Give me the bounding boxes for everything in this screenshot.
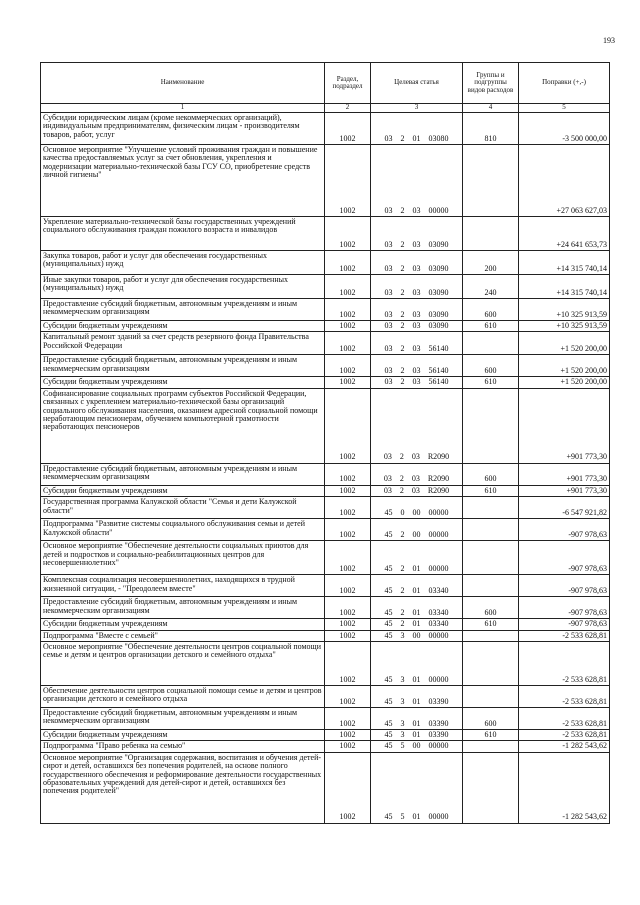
target-part: 45: [384, 607, 393, 617]
target-part: 03340: [428, 619, 449, 629]
table-row: [41, 685, 610, 707]
row-section: 1002: [325, 729, 371, 740]
row-name: Субсидии бюджетным учреждениям: [41, 619, 325, 630]
row-section: 1002: [325, 355, 371, 377]
row-section: 1002: [325, 741, 371, 752]
table-row: [41, 641, 610, 685]
target-part: 03: [384, 344, 393, 353]
target-part: 45: [384, 674, 393, 684]
row-name: Предоставление субсидий бюджетным, автономным учреждениям и иным некоммерческим организациям: [41, 355, 325, 377]
row-target: [371, 388, 463, 463]
target-part: 2: [400, 619, 405, 629]
row-name: Предоставление субсидий бюджетным, автономным учреждениям и иным некоммерческим организациям: [41, 463, 325, 485]
row-amount: -2 533 628,81: [519, 630, 610, 641]
row-section: 1002: [325, 332, 371, 355]
row-target: [371, 752, 463, 823]
target-part: 00000: [428, 205, 449, 215]
target-part: R2090: [427, 474, 450, 484]
target-part: 00: [412, 741, 421, 751]
row-section: 1002: [325, 597, 371, 619]
target-part: 45: [384, 718, 393, 728]
target-part: 03: [384, 366, 393, 375]
table-row: [41, 541, 610, 575]
row-section: 1002: [325, 575, 371, 597]
target-part: 2: [399, 485, 404, 495]
target-part: 03: [384, 263, 393, 273]
row-target: [371, 741, 463, 752]
row-target: [371, 485, 463, 496]
col-number: 5: [519, 104, 610, 113]
row-name: Основное мероприятие "Улучшение условий проживания граждан и повышение качества предоставляемых услуг за счет обновления, укрепления и модернизации материально-технической базы ГСУ СО, приобретение средств личной гигиены": [41, 145, 325, 217]
target-part: 2: [400, 239, 405, 249]
target-part: 01: [412, 718, 421, 728]
target-part: 03390: [428, 718, 449, 728]
row-target: [371, 217, 463, 251]
target-part: 03: [412, 321, 421, 330]
page-number: 193: [603, 36, 615, 45]
target-part: 2: [400, 321, 405, 330]
row-target: [371, 619, 463, 630]
target-part: 03: [384, 377, 393, 387]
row-name: Капитальный ремонт зданий за счет средств резервного фонда Правительства Российской Федерации: [41, 332, 325, 355]
row-section: 1002: [325, 299, 371, 321]
target-part: 03: [384, 309, 393, 319]
row-target: [371, 251, 463, 275]
row-amount: -907 978,63: [519, 519, 610, 541]
target-part: 5: [400, 741, 405, 751]
row-target: [371, 630, 463, 641]
target-part: 03: [384, 239, 393, 249]
target-part: 03090: [428, 321, 449, 330]
target-part: 56140: [428, 377, 449, 387]
row-name: Основное мероприятие "Организация содержания, воспитания и обучения детей-сирот и детей, оставшихся без попечения родителей, на основе полного государственного обеспечения и реформирование деятельности государственных образовательных учреждений для детей-сирот и детей, оставшихся без попечения родителей": [41, 752, 325, 823]
col-number: 1: [41, 104, 325, 113]
row-name: Основное мероприятие "Обеспечение деятельности социальных приютов для детей и подростков и социально-реабилитационных центров для несовершеннолетних": [41, 541, 325, 575]
row-name: Укрепление материально-технической базы государственных учреждений социального обслуживания граждан пожилого возраста и инвалидов: [41, 217, 325, 251]
row-amount: +901 773,30: [519, 485, 610, 496]
target-part: 03: [383, 485, 392, 495]
row-group: 200: [463, 251, 519, 275]
row-target: [371, 463, 463, 485]
target-part: 2: [399, 452, 404, 462]
target-part: 00: [412, 630, 421, 640]
target-part: 03090: [428, 263, 449, 273]
row-target: [371, 541, 463, 575]
target-part: 45: [384, 529, 393, 539]
row-group: 600: [463, 597, 519, 619]
row-target: [371, 299, 463, 321]
row-group: 600: [463, 299, 519, 321]
target-part: 03: [384, 133, 393, 143]
target-part: 01: [412, 674, 421, 684]
target-part: 2: [400, 205, 405, 215]
target-part: 2: [400, 563, 405, 573]
target-part: 03: [412, 377, 421, 387]
row-group: 610: [463, 619, 519, 630]
target-part: 01: [412, 585, 421, 595]
target-part: 03080: [428, 133, 449, 143]
row-amount: -2 533 628,81: [519, 641, 610, 685]
table-row: [41, 145, 610, 217]
target-part: 03: [383, 452, 392, 462]
target-part: 3: [400, 718, 405, 728]
target-part: 45: [384, 563, 393, 573]
row-group: [463, 630, 519, 641]
row-group: 610: [463, 729, 519, 740]
row-group: [463, 332, 519, 355]
row-amount: +14 315 740,14: [519, 275, 610, 299]
table-row: [41, 463, 610, 485]
table-header-row: [41, 63, 610, 104]
target-part: 45: [384, 741, 393, 751]
target-part: 01: [412, 563, 421, 573]
row-section: 1002: [325, 707, 371, 729]
row-amount: -6 547 921,82: [519, 497, 610, 519]
target-part: 01: [412, 812, 421, 822]
row-section: 1002: [325, 113, 371, 145]
row-section: 1002: [325, 630, 371, 641]
table-row: [41, 707, 610, 729]
table-row: [41, 752, 610, 823]
target-part: 2: [400, 585, 405, 595]
row-name: Закупка товаров, работ и услуг для обеспечения государственных (муниципальных) нужд: [41, 251, 325, 275]
target-part: 2: [399, 474, 404, 484]
target-part: 03390: [428, 696, 449, 706]
row-target: [371, 113, 463, 145]
row-name: Субсидии бюджетным учреждениям: [41, 729, 325, 740]
target-part: 00000: [428, 507, 449, 517]
row-target: [371, 497, 463, 519]
row-group: [463, 641, 519, 685]
row-amount: -3 500 000,00: [519, 113, 610, 145]
row-section: 1002: [325, 685, 371, 707]
row-section: 1002: [325, 145, 371, 217]
row-amount: +14 315 740,14: [519, 251, 610, 275]
row-target: [371, 145, 463, 217]
row-section: 1002: [325, 541, 371, 575]
row-group: [463, 145, 519, 217]
row-section: 1002: [325, 275, 371, 299]
target-part: 2: [400, 529, 405, 539]
row-section: 1002: [325, 497, 371, 519]
target-part: 03390: [428, 729, 449, 739]
table-row: [41, 497, 610, 519]
target-part: 2: [400, 344, 405, 353]
row-amount: -2 533 628,81: [519, 707, 610, 729]
budget-amendments-table: [40, 62, 610, 824]
table-row: [41, 332, 610, 355]
col-header-section: Раздел, подраздел: [325, 63, 371, 104]
row-section: 1002: [325, 388, 371, 463]
target-part: 01: [412, 133, 421, 143]
row-section: 1002: [325, 519, 371, 541]
row-amount: +1 520 200,00: [519, 355, 610, 377]
row-amount: -907 978,63: [519, 541, 610, 575]
row-name: Подпрограмма "Право ребенка на семью": [41, 741, 325, 752]
target-part: 03: [411, 485, 420, 495]
table-row: [41, 355, 610, 377]
target-part: 00000: [428, 529, 449, 539]
target-part: 00000: [428, 741, 449, 751]
target-part: 03090: [428, 309, 449, 319]
row-group: [463, 497, 519, 519]
target-part: 01: [412, 607, 421, 617]
row-amount: -1 282 543,62: [519, 741, 610, 752]
row-section: 1002: [325, 752, 371, 823]
row-amount: +1 520 200,00: [519, 377, 610, 388]
target-part: 45: [384, 507, 393, 517]
target-part: 03: [384, 287, 393, 297]
row-group: [463, 741, 519, 752]
row-amount: -1 282 543,62: [519, 752, 610, 823]
row-amount: +901 773,30: [519, 388, 610, 463]
table-row: [41, 597, 610, 619]
row-name: Софинансирование социальных программ субъектов Российской Федерации, связанных с укреплением материально-технической базы организаций социального обслуживания населения, оказанием адресной социальной помощи неработающим пенсионерам, обучением компьютерной грамотности неработающих пенсионеров: [41, 388, 325, 463]
row-group: [463, 685, 519, 707]
row-group: [463, 388, 519, 463]
target-part: 0: [400, 507, 405, 517]
table-body: [41, 113, 610, 824]
row-amount: -2 533 628,81: [519, 729, 610, 740]
row-target: [371, 729, 463, 740]
row-name: Государственная программа Калужской области "Семья и дети Калужской области": [41, 497, 325, 519]
target-part: 03: [412, 344, 421, 353]
row-section: 1002: [325, 485, 371, 496]
target-part: 5: [400, 812, 405, 822]
target-part: 3: [400, 729, 405, 739]
row-amount: +1 520 200,00: [519, 332, 610, 355]
row-group: [463, 519, 519, 541]
table-row: [41, 251, 610, 275]
row-section: 1002: [325, 377, 371, 388]
row-target: [371, 519, 463, 541]
row-name: Комплексная социализация несовершеннолетних, находящихся в трудной жизненной ситуации, - "Преодолеем вместе": [41, 575, 325, 597]
row-section: 1002: [325, 463, 371, 485]
row-section: 1002: [325, 251, 371, 275]
row-name: Субсидии бюджетным учреждениям: [41, 485, 325, 496]
target-part: 00000: [428, 674, 449, 684]
table-row: [41, 519, 610, 541]
row-amount: +10 325 913,59: [519, 299, 610, 321]
target-part: 01: [412, 619, 421, 629]
table-row: [41, 741, 610, 752]
target-part: 45: [384, 619, 393, 629]
row-name: Субсидии бюджетным учреждениям: [41, 377, 325, 388]
target-part: R2090: [427, 485, 450, 495]
col-number: 2: [325, 104, 371, 113]
row-amount: -907 978,63: [519, 619, 610, 630]
row-target: [371, 332, 463, 355]
row-name: Субсидии юридическим лицам (кроме некоммерческих организаций), индивидуальным предпринимателям, физическим лицам - производителям товаров, работ, услуг: [41, 113, 325, 145]
target-part: 2: [400, 287, 405, 297]
target-part: 03: [412, 263, 421, 273]
target-part: 03: [412, 205, 421, 215]
target-part: 2: [400, 133, 405, 143]
row-group: [463, 217, 519, 251]
row-target: [371, 377, 463, 388]
row-target: [371, 275, 463, 299]
target-part: 03: [412, 366, 421, 375]
row-amount: +10 325 913,59: [519, 321, 610, 332]
target-part: 00000: [428, 563, 449, 573]
target-part: 03090: [428, 287, 449, 297]
table-row: [41, 630, 610, 641]
target-part: 03: [411, 474, 420, 484]
table-row: [41, 321, 610, 332]
row-name: Подпрограмма "Вместе с семьей": [41, 630, 325, 641]
row-name: Предоставление субсидий бюджетным, автономным учреждениям и иным некоммерческим организациям: [41, 597, 325, 619]
row-name: Предоставление субсидий бюджетным, автономным учреждениям и иным некоммерческим организациям: [41, 299, 325, 321]
table-row: [41, 575, 610, 597]
row-target: [371, 597, 463, 619]
row-amount: +27 063 627,03: [519, 145, 610, 217]
row-section: 1002: [325, 641, 371, 685]
row-section: 1002: [325, 321, 371, 332]
target-part: 03090: [428, 239, 449, 249]
target-part: 2: [400, 366, 405, 375]
table-row: [41, 275, 610, 299]
target-part: 03: [411, 452, 420, 462]
row-target: [371, 321, 463, 332]
column-number-row: [41, 104, 610, 113]
table-row: [41, 217, 610, 251]
target-part: 45: [384, 585, 393, 595]
target-part: 03: [384, 205, 393, 215]
row-name: Субсидии бюджетным учреждениям: [41, 321, 325, 332]
target-part: 03: [412, 287, 421, 297]
target-part: 56140: [428, 366, 449, 375]
table-row: [41, 377, 610, 388]
table-row: [41, 619, 610, 630]
target-part: 45: [384, 696, 393, 706]
target-part: 03: [412, 239, 421, 249]
target-part: 03340: [428, 607, 449, 617]
row-amount: +901 773,30: [519, 463, 610, 485]
row-group: 610: [463, 377, 519, 388]
row-amount: -907 978,63: [519, 575, 610, 597]
target-part: 03: [412, 309, 421, 319]
target-part: 2: [400, 263, 405, 273]
row-group: [463, 575, 519, 597]
col-header-amount: Поправки (+,-): [519, 63, 610, 104]
table-row: [41, 113, 610, 145]
target-part: 2: [400, 309, 405, 319]
target-part: 00: [412, 507, 421, 517]
table-row: [41, 388, 610, 463]
target-part: 03340: [428, 585, 449, 595]
row-name: Подпрограмма "Развитие системы социального обслуживания семьи и детей Калужской области": [41, 519, 325, 541]
target-part: 3: [400, 696, 405, 706]
table-row: [41, 299, 610, 321]
target-part: 00000: [428, 630, 449, 640]
row-name: Предоставление субсидий бюджетным, автономным учреждениям и иным некоммерческим организациям: [41, 707, 325, 729]
col-header-group: Группы и подгруппы видов расходов: [463, 63, 519, 104]
target-part: 03: [384, 321, 393, 330]
target-part: 3: [400, 674, 405, 684]
target-part: 3: [400, 630, 405, 640]
row-name: Обеспечение деятельности центров социальной помощи семье и детям и центров организации детского и семейного отдыха: [41, 685, 325, 707]
row-group: 810: [463, 113, 519, 145]
row-group: 600: [463, 355, 519, 377]
col-header-target: Целевая статья: [371, 63, 463, 104]
row-name: Основное мероприятие "Обеспечение деятельности центров социальной помощи семье и детям и центров организации детского и семейного отдыха": [41, 641, 325, 685]
row-group: 610: [463, 321, 519, 332]
row-section: 1002: [325, 217, 371, 251]
target-part: 01: [412, 729, 421, 739]
row-name: Иные закупки товаров, работ и услуг для обеспечения государственных (муниципальных) нужд: [41, 275, 325, 299]
row-group: [463, 541, 519, 575]
row-target: [371, 641, 463, 685]
target-part: R2090: [427, 452, 450, 462]
col-number: 4: [463, 104, 519, 113]
target-part: 45: [384, 729, 393, 739]
target-part: 45: [384, 630, 393, 640]
target-part: 2: [400, 377, 405, 387]
row-amount: -907 978,63: [519, 597, 610, 619]
row-group: 600: [463, 707, 519, 729]
row-group: [463, 752, 519, 823]
row-group: 610: [463, 485, 519, 496]
row-target: [371, 685, 463, 707]
row-target: [371, 355, 463, 377]
table-row: [41, 485, 610, 496]
row-amount: +24 641 653,73: [519, 217, 610, 251]
target-part: 2: [400, 607, 405, 617]
target-part: 00000: [428, 812, 449, 822]
col-number: 3: [371, 104, 463, 113]
target-part: 45: [384, 812, 393, 822]
target-part: 00: [412, 529, 421, 539]
row-group: 600: [463, 463, 519, 485]
row-amount: -2 533 628,81: [519, 685, 610, 707]
row-group: 240: [463, 275, 519, 299]
target-part: 56140: [428, 344, 449, 353]
row-section: 1002: [325, 619, 371, 630]
row-target: [371, 575, 463, 597]
table-row: [41, 729, 610, 740]
row-target: [371, 707, 463, 729]
target-part: 01: [412, 696, 421, 706]
col-header-name: Наименование: [41, 63, 325, 104]
target-part: 03: [383, 474, 392, 484]
